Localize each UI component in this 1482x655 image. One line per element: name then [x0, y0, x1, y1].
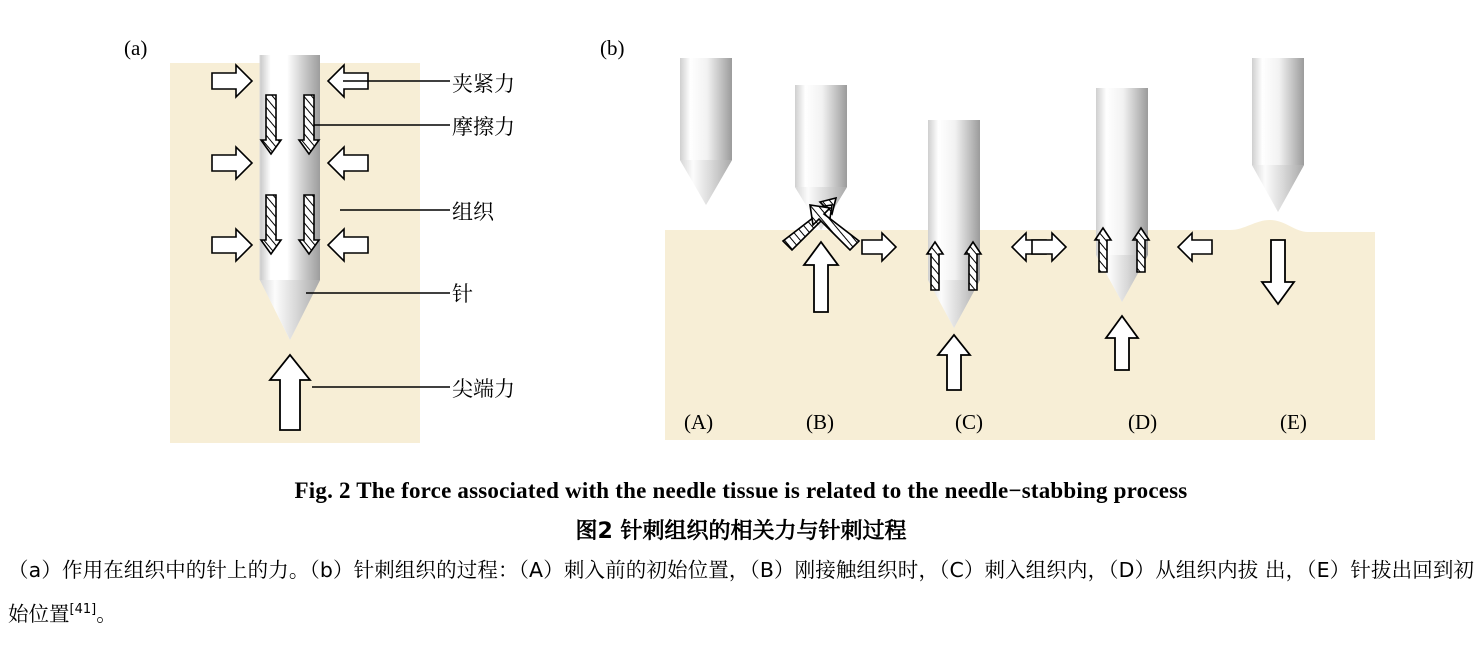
needle-stage-a	[680, 58, 732, 205]
callout-tissue: 组织	[452, 200, 494, 224]
stage-a-label: (A)	[684, 410, 714, 434]
description-line-1: （a）作用在组织中的针上的力。（b）针刺组织的过程：（A）刺入前的初始位置，（B）刚接触组织时，（C）刺入组织内，（D）从组织内拔	[8, 558, 1259, 582]
reference-marker: [41]	[69, 602, 97, 617]
stage-b-label: (B)	[806, 410, 834, 434]
stage-d-label: (D)	[1128, 410, 1158, 434]
figure-caption-chinese: 图2 针刺组织的相关力与针刺过程	[575, 519, 907, 544]
figure-caption-english: Fig. 2 The force associated with the needle tissue is related to the needle−stabbing process	[294, 478, 1188, 503]
callout-clamping-force: 夹紧力	[452, 72, 515, 96]
callout-needle: 针	[452, 282, 473, 306]
stage-e-label: (E)	[1280, 410, 1307, 434]
stage-c-label: (C)	[955, 410, 983, 434]
panel-a-label: (a)	[124, 36, 148, 60]
panel-b-diagram	[640, 50, 1400, 450]
description-line-2-post: 。	[96, 601, 117, 626]
panel-b-label: (b)	[600, 36, 625, 60]
needle-stage-e	[1252, 58, 1304, 212]
callout-tip-force: 尖端力	[452, 377, 515, 401]
figure-description	[8, 550, 1474, 634]
callout-friction-force: 摩擦力	[452, 115, 515, 139]
description-line-2-pre: 出，（E）针拔出回到初始位置	[8, 558, 1475, 626]
